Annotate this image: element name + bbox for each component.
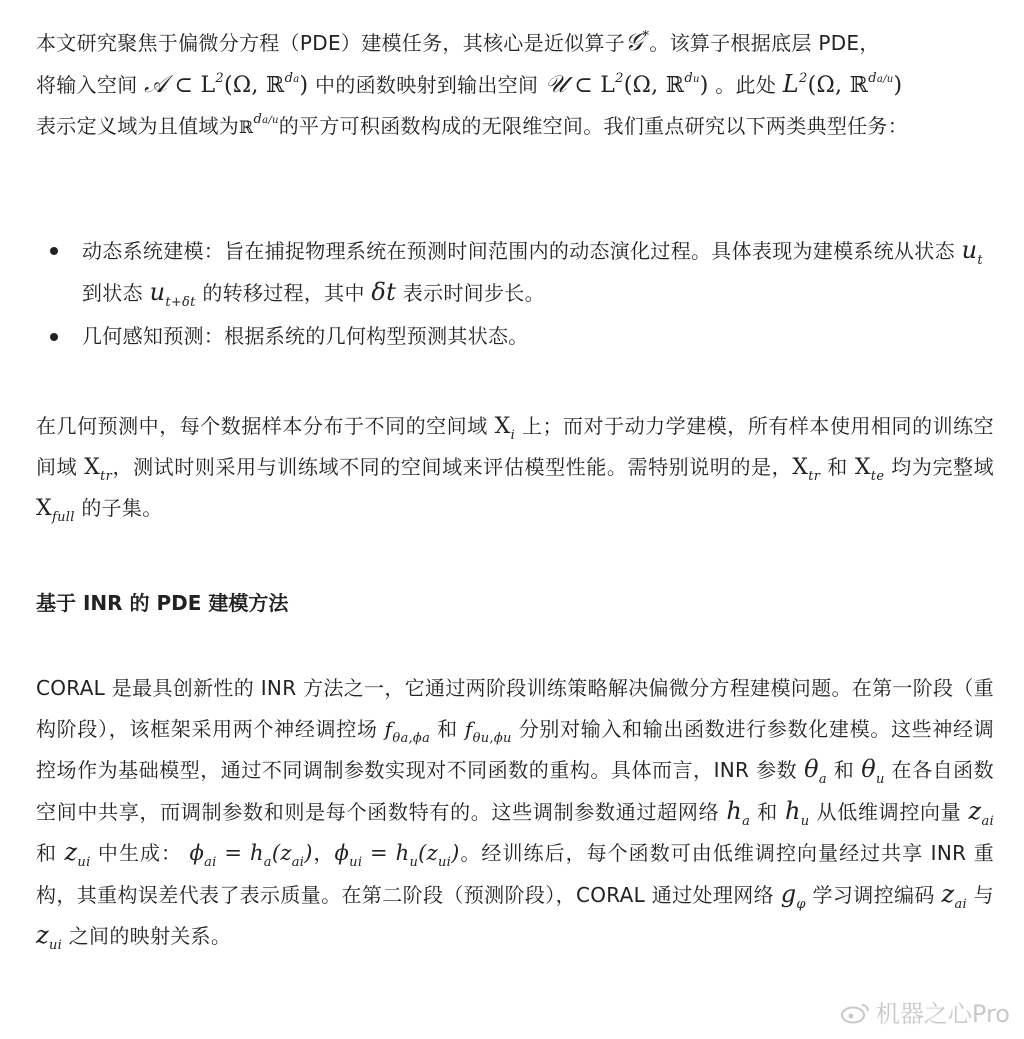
task-list	[36, 230, 994, 357]
math-f-a: $f_{\theta a,\phi a}$	[384, 716, 431, 746]
section-heading: 基于 INR 的 PDE 建模方法	[36, 591, 289, 615]
math-h-a: $h_a$	[726, 796, 751, 829]
math-z-ui: $z_{ui}$	[64, 838, 91, 870]
math-operator-g: 𝒢*	[625, 28, 650, 56]
math-codomain: ℝ$^{da/u}$	[239, 112, 279, 138]
math-ut-dt: $u_{t+\delta t}$	[149, 278, 196, 310]
math-z-ai: $z_{ai}$	[968, 796, 994, 829]
math-delta-t: δt	[371, 278, 397, 306]
math-g-phi: $g_\varphi$	[780, 879, 806, 912]
math-theta-a: $\theta_a$	[804, 755, 827, 787]
math-xfull: $X_{full}$	[36, 496, 75, 525]
math-z-ui-2: $z_{ui}$	[36, 921, 63, 953]
math-xtr-2: $X_{tr}$	[792, 455, 821, 484]
intro-paragraph	[36, 22, 994, 149]
math-xtr: $X_{tr}$	[84, 455, 113, 484]
list-item-dynamics: 动态系统建模：旨在捕捉物理系统在预测时间范围内的动态演化过程。具体表现为建模系统从状态 $u_t$ 到状态 $u_{t+\delta t}$ 的转移过程，其中 δt 表示时间步长。	[36, 230, 994, 314]
text: 将输入空间	[36, 73, 145, 97]
text: 本文研究聚焦于偏微分方程（PDE）建模任务，其核心是近似算子	[36, 31, 626, 55]
text: 。该算子根据底层 PDE，	[649, 31, 880, 55]
text: 。此处	[708, 73, 783, 97]
math-xi: $X_i$	[494, 414, 516, 443]
text: 的平方可积函数构成的无限维空间。我们重点研究以下两类典型任务：	[278, 114, 909, 138]
math-input-space: 𝒜 ⊂ $L^2(\Omega$, ℝ$^{da}$)	[144, 70, 309, 98]
math-xte: $X_{te}$	[854, 455, 885, 484]
text: 中的函数映射到输出空间	[308, 73, 545, 97]
list-item-geometry: 几何感知预测：根据系统的几何构型预测其状态。	[36, 316, 994, 357]
math-theta-u: $\theta_u$	[861, 755, 885, 787]
text: 表示定义域为且值域为	[36, 114, 239, 138]
watermark: 机器之心Pro	[840, 994, 1010, 1029]
coral-paragraph: CORAL 是最具创新性的 INR 方法之一，它通过两阶段训练策略解决偏微分方程建模问题。在第一阶段（重构阶段），该框架采用两个神经调控场 $f_{\theta a,\phi a}$ 和 $f_{\theta u,\phi u}$ 分别对输入和输出函数进行参数化建模。这些神经调控场作为基础模型，通过不同调制参数实现对不同函数的重构。具体而言，INR 参数 $\theta_a$ 和 $\theta_u$ 在各自函数空间中共享，而调制参数和则是每个函数特有的。这些调制参数通过超网络 $h_a$ 和 $h_u$ 从低维调控向量 $z_{ai}$ 和 $z_{ui}$ 中生成： $\phi_{ai} = h_a(z_{ai})$，$\phi_{ui} = h_u(z_{ui})$。经训练后，每个函数可由低维调控向量经过共享 INR 重构，其重构误差代表了表示质量。在第二阶段（预测阶段），CORAL 通过处理网络 $g_\varphi$ 学习调控编码 $z_{ai}$ 与 $z_{ui}$ 之间的映射关系。	[36, 676, 994, 953]
math-l2-space: $L^2(\Omega$, ℝ$^{da/u}$)	[782, 70, 903, 98]
math-eq-phi-u: $\phi_{ui} = h_u(z_{ui})$	[334, 841, 460, 870]
math-ut: $u_t$	[961, 236, 983, 268]
weibo-icon	[840, 1002, 870, 1024]
math-output-space: 𝒰 ⊂ $L^2(\Omega$, ℝ$^{du}$)	[545, 70, 709, 98]
math-f-u: $f_{\theta u,\phi u}$	[464, 716, 512, 746]
math-eq-phi-a: $\phi_{ai} = h_a(z_{ai})$	[189, 841, 313, 870]
math-z-ai-2: $z_{ai}$	[941, 879, 967, 912]
geometry-paragraph: 在几何预测中，每个数据样本分布于不同的空间域 $X_i$ 上；而对于动力学建模，所有样本使用相同的训练空间域 $X_{tr}$，测试时则采用与训练域不同的空间域来评估模型性能。需特别说明的是，$X_{tr}$ 和 $X_{te}$ 均为完整域 $X_{full}$ 的子集。	[36, 414, 994, 525]
math-h-u: $h_u$	[785, 796, 810, 829]
